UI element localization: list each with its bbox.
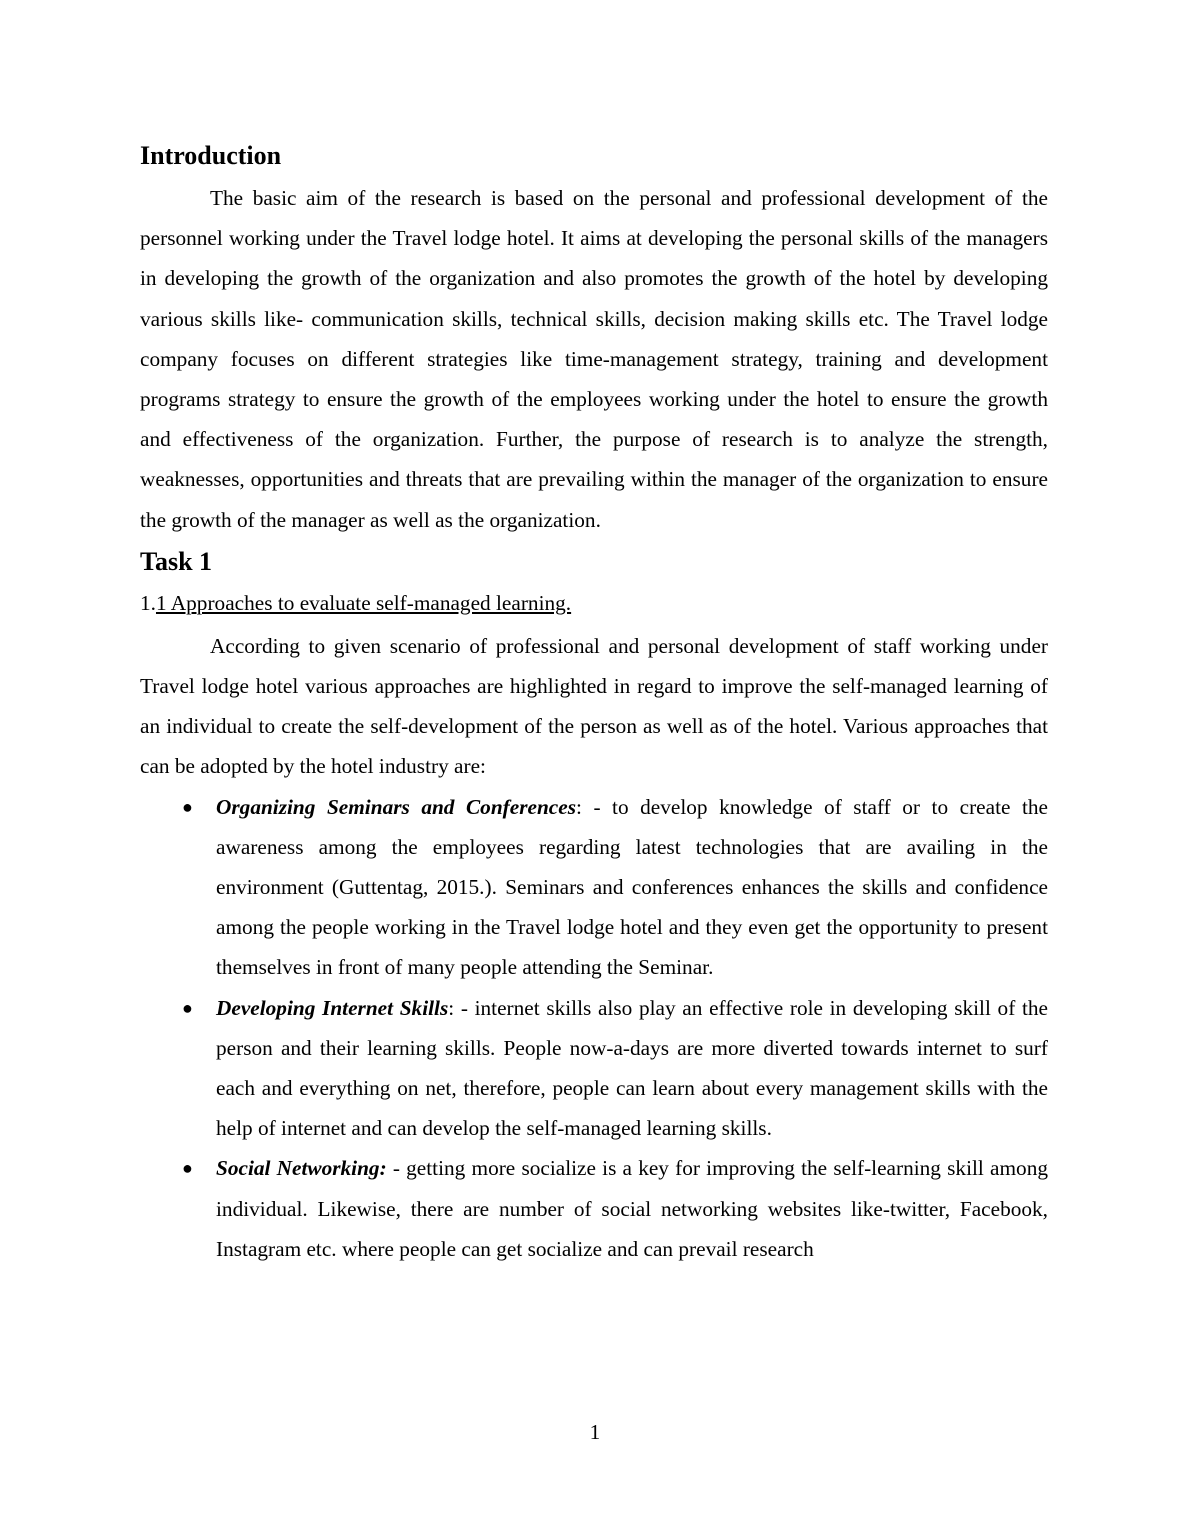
- page-content: [140, 138, 1048, 1269]
- bullet-term: Organizing Seminars and Conferences: [216, 794, 576, 819]
- subsection-title: 1 Approaches to evaluate self-managed learning.: [155, 590, 572, 615]
- bullet-text: : - internet skills also play an effective role in developing skill of the person and their learning skills. People now-a-days are more diverted towards internet to surf each and everything on net, therefore, people can learn about every management skills with the help of internet and can develop the self-managed learning skills.: [216, 995, 1048, 1141]
- list-item-social-networking: [140, 1148, 1048, 1269]
- list-item-seminars: [140, 787, 1048, 988]
- task-1-heading: Task 1: [140, 546, 213, 576]
- subsection-heading: [140, 586, 1048, 620]
- subsection-number: 1.: [140, 590, 156, 615]
- approaches-paragraph: According to given scenario of professional and personal development of staff working under Travel lodge hotel various approaches are highlighted in regard to improve the self-managed learning of an individual to create the self-development of the person as well as of the hotel. Various approaches that can be adopted by the hotel industry are:: [140, 633, 1048, 779]
- list-item-internet-skills: [140, 988, 1048, 1149]
- bullet-text: : - to develop knowledge of staff or to create the awareness among the employees regarding latest technologies that are availing in the environment (Guttentag, 2015.). Seminars and conferences enhances the skills and confidence among the people working in the Travel lodge hotel and they even get the opportunity to present themselves in front of many people attending the Seminar.: [216, 794, 1048, 980]
- bullet-icon: ●: [182, 796, 193, 817]
- bullet-text: - getting more socialize is a key for improving the self-learning skill among individual. Likewise, there are number of social networking websites like-twitter, Facebook, Instagram etc. where people can get socialize and can prevail research: [216, 1156, 1048, 1261]
- introduction-heading: Introduction: [140, 141, 282, 170]
- approaches-list: [140, 787, 1048, 1269]
- page-number: 1: [589, 1420, 601, 1444]
- bullet-term: Social Networking:: [216, 1156, 387, 1181]
- bullet-icon: ●: [182, 1158, 193, 1179]
- bullet-term: Developing Internet Skills: [216, 995, 449, 1020]
- introduction-paragraph: The basic aim of the research is based on the personal and professional development of the personnel working under the Travel lodge hotel. It aims at developing the personal skills of the managers in developing the growth of the organization and also promotes the growth of the hotel by developing various skills like- communication skills, technical skills, decision making skills etc. The Travel lodge company focuses on different strategies like time-management strategy, training and development programs strategy to ensure the growth of the employees working under the hotel to ensure the growth and effectiveness of the organization. Further, the purpose of research is to analyze the strength, weaknesses, opportunities and threats that are prevailing within the manager of the organization to ensure the growth of the manager as well as the organization.: [140, 186, 1048, 532]
- bullet-icon: ●: [182, 997, 193, 1018]
